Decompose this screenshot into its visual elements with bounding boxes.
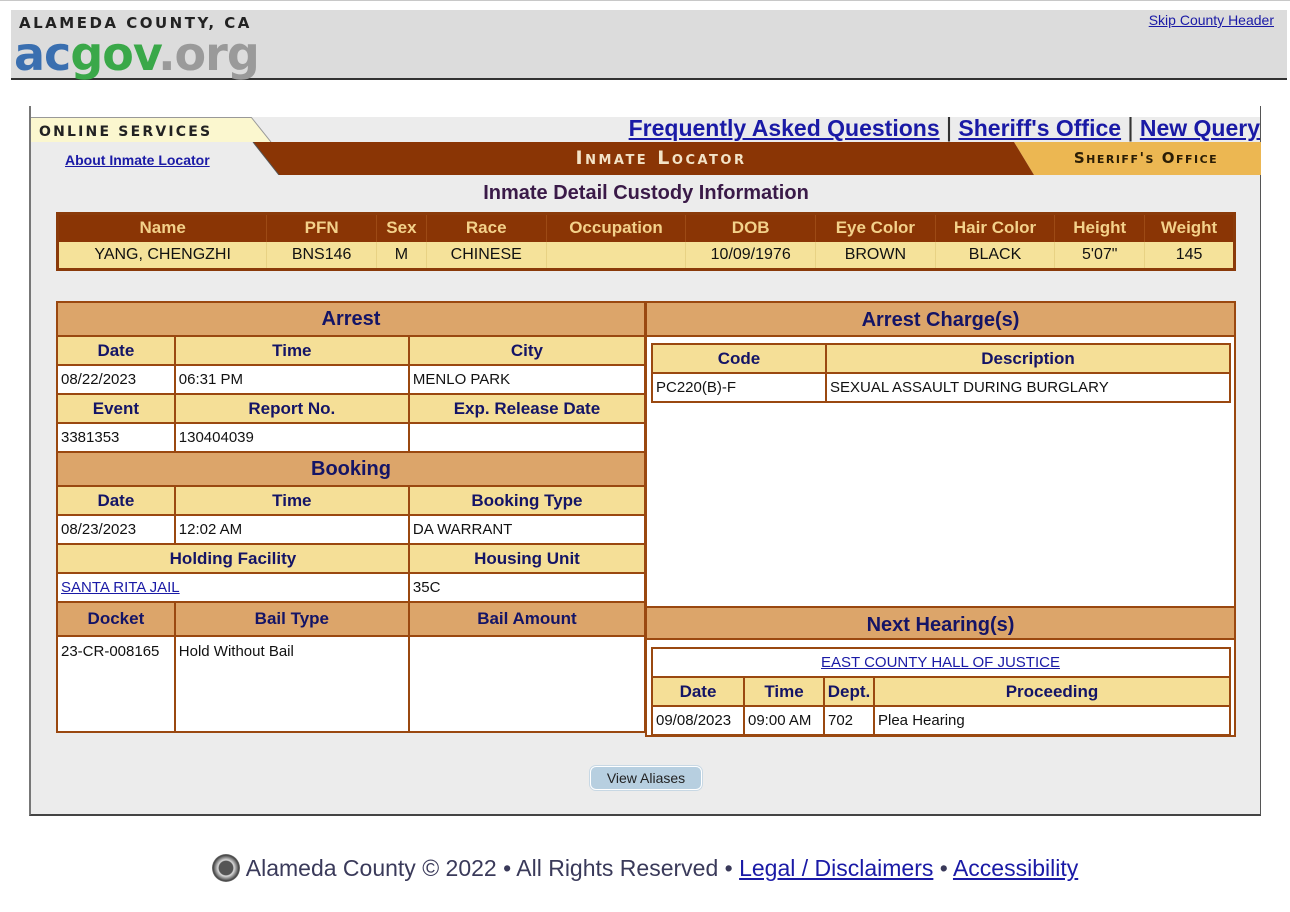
view-aliases-button[interactable]: View Aliases [590, 766, 702, 790]
hearing-dept: 702 [824, 706, 874, 735]
hearing-time-header: Time [744, 677, 824, 706]
inmate-height: 5'07" [1055, 242, 1145, 270]
legal-disclaimers-link[interactable]: Legal / Disclaimers [739, 855, 934, 881]
hearing-dept-header: Dept. [824, 677, 874, 706]
faq-link[interactable]: Frequently Asked Questions [628, 115, 940, 141]
acgov-logo[interactable] [14, 24, 259, 84]
online-services-tab [31, 117, 251, 142]
county-seal-icon [212, 854, 240, 882]
hearing-location-cell [652, 648, 1230, 677]
housing-unit-header: Housing Unit [409, 544, 645, 573]
county-header [11, 10, 1287, 80]
col-name: Name [58, 214, 267, 242]
proceeding-header: Proceeding [874, 677, 1230, 706]
logo-gov: gov [70, 27, 159, 81]
new-query-link[interactable]: New Query [1139, 115, 1260, 141]
about-inmate-locator-link[interactable]: About Inmate Locator [65, 152, 210, 168]
event-number: 3381353 [57, 423, 175, 452]
arrest-heading: Arrest [57, 302, 645, 336]
inmate-hair-color: BLACK [935, 242, 1055, 270]
docket-number: 23-CR-008165 [57, 636, 175, 732]
charge-row [652, 373, 1230, 402]
arrest-time: 06:31 PM [175, 365, 409, 394]
exp-release-header: Exp. Release Date [409, 394, 645, 423]
footer-copyright: Alameda County © 2022 • All Rights Reserved • [245, 855, 733, 881]
arrest-booking-table [56, 301, 646, 733]
footer-bullet: • [939, 855, 948, 881]
booking-type-header: Booking Type [409, 486, 645, 515]
booking-row [57, 515, 645, 544]
bail-amount-header: Bail Amount [409, 602, 645, 636]
hearing-date: 09/08/2023 [652, 706, 744, 735]
charges-hearings-section [645, 301, 1236, 737]
bail-row [57, 636, 645, 732]
arrest-charges-heading: Arrest Charge(s) [647, 303, 1234, 337]
inmate-dob: 10/09/1976 [686, 242, 816, 270]
holding-facility-cell [57, 573, 409, 602]
col-weight: Weight [1145, 214, 1235, 242]
logo-ac: ac [14, 27, 71, 81]
exp-release-date [409, 423, 645, 452]
east-county-hall-link[interactable]: EAST COUNTY HALL OF JUSTICE [821, 654, 1060, 671]
nav-separator: | [945, 112, 953, 142]
booking-date: 08/23/2023 [57, 515, 175, 544]
inmate-locator-panel [29, 106, 1261, 816]
col-race: Race [426, 214, 546, 242]
col-sex: Sex [376, 214, 426, 242]
online-tab-corner [231, 117, 291, 142]
sheriffs-office-label: Sheriff's Office [1073, 149, 1219, 167]
summary-value-row [58, 242, 1235, 270]
inmate-name: YANG, CHENGZHI [58, 242, 267, 270]
page-title: Inmate Detail Custody Information [483, 182, 809, 204]
inmate-sex: M [376, 242, 426, 270]
bail-type: Hold Without Bail [175, 636, 409, 732]
arrest-time-header: Time [175, 336, 409, 365]
accessibility-link[interactable]: Accessibility [952, 855, 1079, 881]
online-services-label: ONLINE SERVICES [39, 124, 213, 140]
footer [0, 855, 1290, 884]
logo-org: .org [158, 27, 259, 81]
arrest-booking-section [56, 301, 646, 733]
col-pfn: PFN [267, 214, 377, 242]
arrest-row [57, 365, 645, 394]
col-occupation: Occupation [546, 214, 686, 242]
booking-time: 12:02 AM [175, 515, 409, 544]
arrest-city-header: City [409, 336, 645, 365]
hearing-time: 09:00 AM [744, 706, 824, 735]
charge-code: PC220(B)-F [652, 373, 826, 402]
report-no-header: Report No. [175, 394, 409, 423]
sheriffs-office-link[interactable]: Sheriff's Office [958, 115, 1122, 141]
top-nav-links [629, 112, 1260, 143]
charge-description: SEXUAL ASSAULT DURING BURGLARY [826, 373, 1230, 402]
inmate-pfn: BNS146 [267, 242, 377, 270]
col-hair-color: Hair Color [935, 214, 1055, 242]
housing-unit: 35C [409, 573, 645, 602]
skip-county-header-link[interactable]: Skip County Header [1148, 12, 1274, 28]
hearing-date-header: Date [652, 677, 744, 706]
inmate-occupation [546, 242, 686, 270]
hearing-row [652, 706, 1230, 735]
nav-separator: | [1127, 112, 1134, 142]
hearing-proceeding: Plea Hearing [874, 706, 1230, 735]
arrest-date-header: Date [57, 336, 175, 365]
holding-facility-header: Holding Facility [57, 544, 409, 573]
col-dob: DOB [686, 214, 816, 242]
county-name: ALAMEDA COUNTY, CA [19, 14, 252, 32]
next-hearings-heading: Next Hearing(s) [647, 606, 1234, 640]
bail-amount [409, 636, 645, 732]
inmate-weight: 145 [1145, 242, 1235, 270]
col-eye-color: Eye Color [816, 214, 936, 242]
event-header: Event [57, 394, 175, 423]
charges-table [651, 343, 1231, 403]
summary-header-row [58, 214, 1235, 242]
top-border [0, 0, 1290, 1]
inmate-locator-banner [31, 142, 1261, 175]
inmate-locator-title: Inmate Locator [575, 147, 747, 169]
facility-row [57, 573, 645, 602]
report-number: 130404039 [175, 423, 409, 452]
booking-date-header: Date [57, 486, 175, 515]
col-height: Height [1055, 214, 1145, 242]
booking-type: DA WARRANT [409, 515, 645, 544]
booking-heading: Booking [57, 452, 645, 486]
booking-time-header: Time [175, 486, 409, 515]
arrest-date: 08/22/2023 [57, 365, 175, 394]
santa-rita-jail-link[interactable]: SANTA RITA JAIL [61, 579, 180, 596]
hearings-table [651, 647, 1231, 736]
charge-code-header: Code [652, 344, 826, 373]
inmate-summary-table [56, 212, 1236, 271]
arrest-city: MENLO PARK [409, 365, 645, 394]
bail-type-header: Bail Type [175, 602, 409, 636]
inmate-race: CHINESE [426, 242, 546, 270]
charge-description-header: Description [826, 344, 1230, 373]
inmate-eye-color: BROWN [816, 242, 936, 270]
event-row [57, 423, 645, 452]
docket-header: Docket [57, 602, 175, 636]
